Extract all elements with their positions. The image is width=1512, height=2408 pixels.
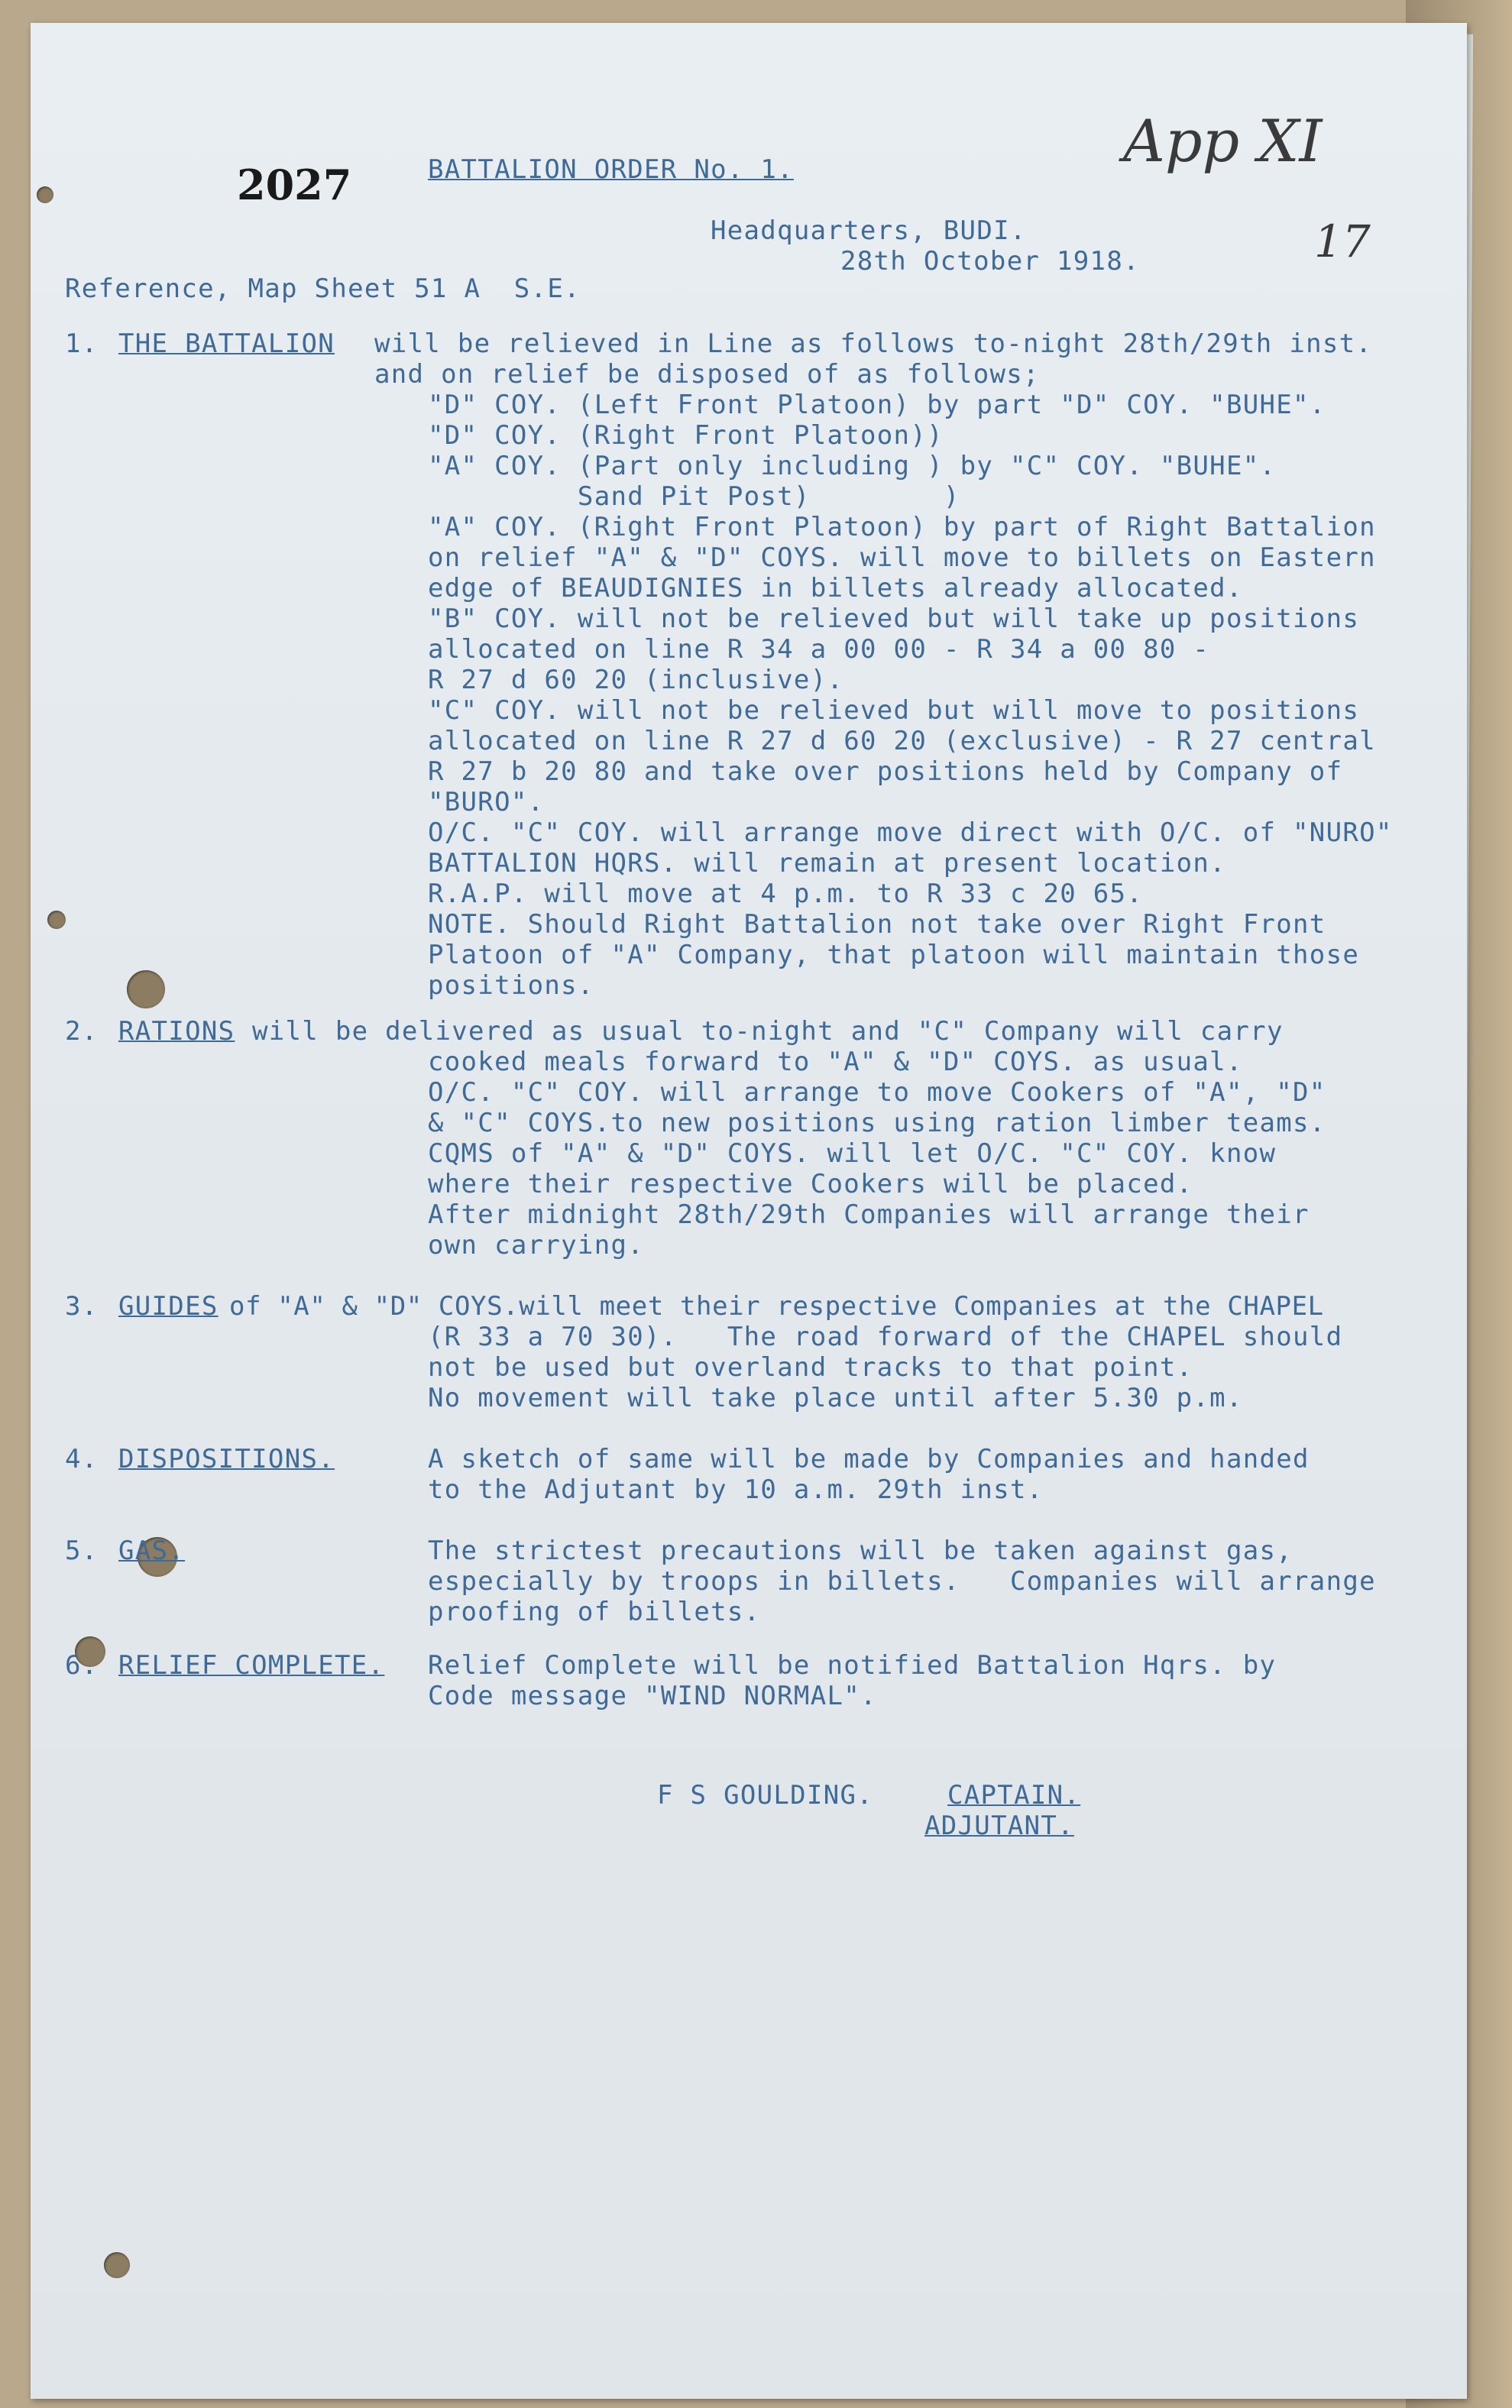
para-line: own carrying. [428,1230,645,1261]
para-number: 5. [65,1536,99,1566]
para-line: "D" COY. (Right Front Platoon)) [428,420,944,451]
para-line: allocated on line R 34 a 00 00 - R 34 a 00 80 - [428,634,1210,665]
doc-number: 2027 [237,160,352,209]
punch-hole [104,2252,130,2278]
signature-role: ADJUTANT. [924,1811,1074,1841]
para-line: "A" COY. (Part only including ) by "C" COY. "BUHE". [428,451,1277,481]
para-line: "C" COY. will not be relieved but will move to positions [428,695,1360,726]
para-line: of "A" & "D" COYS.will meet their respective Companies at the CHAPEL [229,1291,1324,1322]
para-number: 1. [65,329,99,359]
para-line: CQMS of "A" & "D" COYS. will let O/C. "C" COY. know [428,1138,1277,1169]
document-page [31,23,1467,2399]
map-reference: Reference, Map Sheet 51 A S.E. [65,273,581,304]
para-line: on relief "A" & "D" COYS. will move to billets on Eastern [428,542,1376,573]
para-line: cooked meals forward to "A" & "D" COYS. as usual. [428,1047,1243,1077]
para-line: Relief Complete will be notified Battalion Hqrs. by [428,1650,1277,1681]
para-line: "D" COY. (Left Front Platoon) by part "D" COY. "BUHE". [428,390,1326,420]
punch-hole [127,970,165,1008]
para-number: 3. [65,1291,99,1322]
folio-number: 17 [1314,215,1371,267]
para-line: allocated on line R 27 d 60 20 (exclusive) - R 27 central [428,726,1376,756]
para-line: "B" COY. will not be relieved but will take up positions [428,604,1360,634]
handwritten-annotation: App XI [1123,107,1323,175]
para-line: will be relieved in Line as follows to-night 28th/29th inst. [374,329,1373,359]
para-heading: THE BATTALION [118,329,335,359]
para-line: "BURO". [428,787,545,817]
signature-name: F S GOULDING. [657,1780,874,1811]
para-line: where their respective Cookers will be placed. [428,1169,1193,1199]
order-date: 28th October 1918. [840,246,1140,277]
para-line: A sketch of same will be made by Companies and handed [428,1444,1310,1474]
para-heading: RELIEF COMPLETE. [118,1650,385,1681]
para-line: not be used but overland tracks to that point. [428,1352,1193,1383]
para-line: Platoon of "A" Company, that platoon will maintain those [428,940,1360,970]
para-line: The strictest precautions will be taken against gas, [428,1536,1293,1566]
para-line: proofing of billets. [428,1597,761,1627]
para-line: positions. [428,970,594,1001]
para-line: edge of BEAUDIGNIES in billets already allocated. [428,573,1243,604]
order-title: BATTALION ORDER No. 1. [428,154,794,185]
para-heading: RATIONS [118,1016,235,1047]
para-line: especially by troops in billets. Companies will arrange [428,1566,1376,1597]
para-line: NOTE. Should Right Battalion not take over Right Front [428,909,1326,940]
para-number: 6. [65,1650,99,1681]
hq-location: Headquarters, BUDI. [711,215,1027,246]
para-line: Sand Pit Post) ) [428,481,960,512]
para-line: will be delivered as usual to-night and "C" Company will carry [252,1016,1284,1047]
para-line: R 27 b 20 80 and take over positions held by Company of [428,756,1343,787]
para-heading: GUIDES [118,1291,219,1322]
para-line: and on relief be disposed of as follows; [374,359,1040,390]
para-line: O/C. "C" COY. will arrange to move Cookers of "A", "D" [428,1077,1326,1108]
para-number: 2. [65,1016,99,1047]
para-heading: DISPOSITIONS. [118,1444,335,1474]
para-line: After midnight 28th/29th Companies will arrange their [428,1199,1310,1230]
para-line: R 27 d 60 20 (inclusive). [428,665,844,695]
punch-hole [37,186,53,203]
para-line: O/C. "C" COY. will arrange move direct with O/C. of "NURO" [428,817,1393,848]
para-line: to the Adjutant by 10 a.m. 29th inst. [428,1474,1044,1505]
para-line: & "C" COYS.to new positions using ration limber teams. [428,1108,1326,1138]
para-line: No movement will take place until after 5.30 p.m. [428,1383,1243,1413]
signature-rank: CAPTAIN. [947,1780,1081,1811]
punch-hole [47,911,66,929]
para-heading: GAS. [118,1536,186,1566]
para-number: 4. [65,1444,99,1474]
para-line: Code message "WIND NORMAL". [428,1681,877,1711]
para-line: R.A.P. will move at 4 p.m. to R 33 c 20 65. [428,879,1144,909]
para-line: "A" COY. (Right Front Platoon) by part of Right Battalion [428,512,1376,542]
para-line: (R 33 a 70 30). The road forward of the CHAPEL should [428,1322,1343,1352]
para-line: BATTALION HQRS. will remain at present location. [428,848,1226,879]
